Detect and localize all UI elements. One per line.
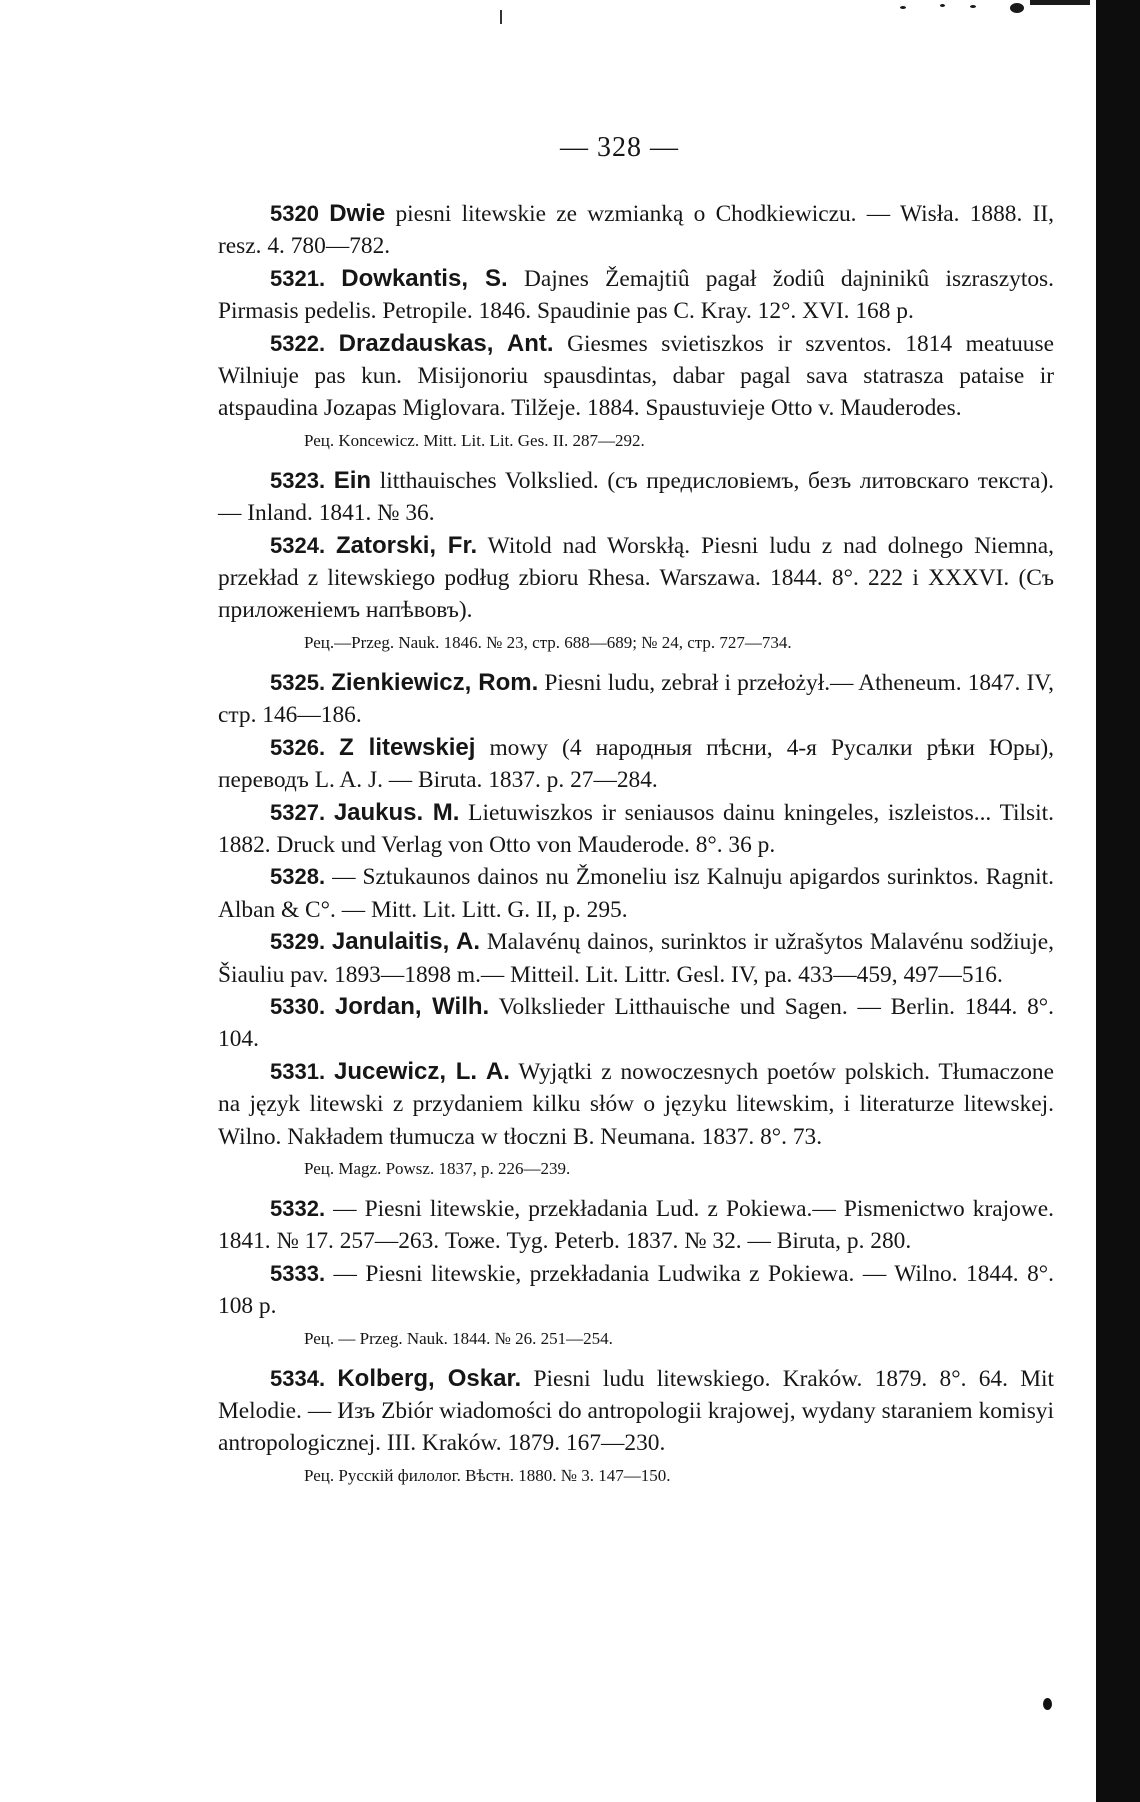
entry-5328 (218, 861, 1054, 926)
entry-text: Piesni ludu, zebrał i przełożył.— Atheneum. 1847. IV, стр. 146—186. (218, 669, 1055, 729)
entry-text: Witold nad Worskłą. Piesni ludu z nad dolnego Niemna, przekład z litewskiego podług zbioru Rhesa. Warszawa. 1844. 8°. 222 i XXXVI. (Съ приложеніемъ напѣвовъ). (218, 532, 1054, 624)
scan-mark (500, 10, 502, 24)
entry-author: Z litewskiej (339, 733, 476, 761)
entry-5326 (218, 732, 1054, 797)
entry-5322 (218, 328, 1054, 425)
entry-author: Zatorski, Fr. (336, 531, 478, 559)
entry-review: Рец. Koncewicz. Mitt. Lit. Lit. Ges. II. 287—292. (304, 430, 645, 450)
entry-text: — Piesni litewskie, przekładania Ludwika z Pokiewa. — Wilno. 1844. 8°. 108 p. (218, 1260, 1054, 1320)
entry-author: Jordan, Wilh. (334, 992, 490, 1020)
entry-number: 5322. (270, 330, 326, 356)
entry-5320 (218, 198, 1054, 263)
entry-text: Giesmes svietiszkos ir szventos. 1814 meatuuse Wilniuje pas kun. Misijonoriu spausdintas, dabar pagal sava statrasza pataise ir atspaudina Jozapas Miglovara. Tilžeje. 1884. Spaustuvieje Otto v. Mauderodes. (218, 330, 1054, 422)
entry-text: Malavénų dainos, surinktos ir užrašytos Malavénu sodžiuje, Šiauliu pav. 1893—1898 m.— Mitteil. Lit. Littr. Gesl. IV, pa. 433—459, 497—516. (218, 929, 1054, 988)
entry-5334 (218, 1363, 1054, 1460)
entry-number: 5321. (270, 265, 326, 291)
entry-number: 5334. (270, 1365, 326, 1391)
entry-review: Рец. Magz. Powsz. 1837, p. 226—239. (304, 1158, 571, 1178)
entry-number: 5323. (270, 467, 326, 493)
entry-text: litthauisches Volkslied. (съ предисловіемъ, безъ литовскаго текста). — Inland. 1841. № 36. (218, 467, 1054, 527)
entry-number: 5331. (270, 1058, 326, 1084)
entry-5333 (218, 1258, 1054, 1323)
entry-5329 (218, 926, 1054, 991)
entry-review: Рец. — Przeg. Nauk. 1844. № 26. 251—254. (304, 1328, 613, 1348)
entry-5331 (218, 1056, 1054, 1153)
entry-text: Dajnes Žemajtiû pagał žodiû dajninikû iszraszytos. Pirmasis pedelis. Petropile. 1846. Spaudinie pas C. Kray. 12°. XVI. 168 p. (218, 265, 1054, 325)
entry-text: — Piesni litewskie, przekładania Lud. z Pokiewa.— Pismenictwo krajowe. 1841. № 17. 257—263. Тоже. Tyg. Peterb. 1837. № 32. — Biruta, p. 280. (218, 1195, 1054, 1255)
entry-author: Zienkiewicz, Rom. (331, 668, 539, 696)
entry-5327 (218, 797, 1054, 862)
entry-5332 (218, 1193, 1054, 1258)
entry-5330 (218, 991, 1054, 1056)
entry-text: Piesni ludu litewskiego. Kraków. 1879. 8°. 64. Mit Melodie. — Изъ Zbiór wiadomości do antropologii krajowej, wydany staraniem komisyi antropologicznej. III. Kraków. 1879. 167—230. (218, 1365, 1054, 1457)
entry-number: 5329. (270, 929, 326, 955)
entry-text: Wyjątki z nowoczesnych poetów polskich. Tłumaczone na język litewski z przydaniem kilku słów o języku litewskim, i literaturze litewskej. Wilno. Nakładem tłumucza w tłoczni B. Neumana. 1837. 8°. 73. (218, 1058, 1054, 1150)
entry-author: Ein (333, 466, 372, 494)
entry-5325 (218, 667, 1054, 732)
entry-number: 5332. (270, 1195, 326, 1221)
entry-review: Рец. Русскій филолог. Вѣстн. 1880. № 3. 147—150. (304, 1465, 671, 1485)
entry-number: 5327. (270, 799, 326, 825)
entry-number: 5324. (270, 532, 326, 558)
scan-dot (1043, 1698, 1052, 1710)
scan-specks (880, 0, 1090, 20)
entry-author: Jaukus. M. (333, 798, 460, 826)
entry-author: Drazdauskas, Ant. (338, 329, 554, 357)
entry-text: piesni litewskie ze wzmianką o Chodkiewiczu. — Wisła. 1888. II, resz. 4. 780—782. (218, 201, 1054, 260)
entry-number: 5325. (270, 669, 326, 695)
entry-number: 5330. (270, 993, 326, 1019)
entry-number: 5326. (270, 734, 326, 760)
entry-text: Volkslieder Litthauische und Sagen. — Berlin. 1844. 8°. 104. (218, 993, 1054, 1053)
entry-author: Janulaitis, A. (331, 928, 481, 956)
scan-edge-strip (1096, 0, 1140, 1802)
entry-number: 5328. (270, 864, 326, 890)
entry-text: mowy (4 народныя пѣсни, 4-я Русалки рѣки Юры), переводъ L. A. J. — Biruta. 1837. p. 27—284. (218, 734, 1055, 794)
entry-text: Lietuwiszkos ir seniausos dainu kningeles, iszleistos... Tilsit. 1882. Druck und Verlag von Otto von Mauderode. 8°. 36 p. (218, 799, 1054, 858)
entry-author: Dwie (329, 200, 386, 227)
entry-author: Dowkantis, S. (341, 264, 508, 292)
bibliography-entries (218, 198, 1054, 1500)
entry-5324 (218, 530, 1054, 627)
entry-5321 (218, 263, 1054, 328)
entry-5323 (218, 465, 1054, 530)
entry-review: Рец.—Przeg. Nauk. 1846. № 23, стр. 688—689; № 24, стр. 727—734. (304, 632, 792, 652)
entry-text: — Sztukaunos dainos nu Žmoneliu isz Kalnuju apigardos surinktos. Ragnit. Alban & C°. — Mitt. Lit. Litt. G. II, p. 295. (218, 864, 1054, 923)
entry-number: 5320 (270, 201, 319, 226)
entry-number: 5333. (270, 1260, 326, 1286)
entry-author: Kolberg, Oskar. (337, 1364, 522, 1392)
page-number: — 328 — (560, 132, 679, 163)
entry-author: Jucewicz, L. A. (333, 1057, 510, 1085)
